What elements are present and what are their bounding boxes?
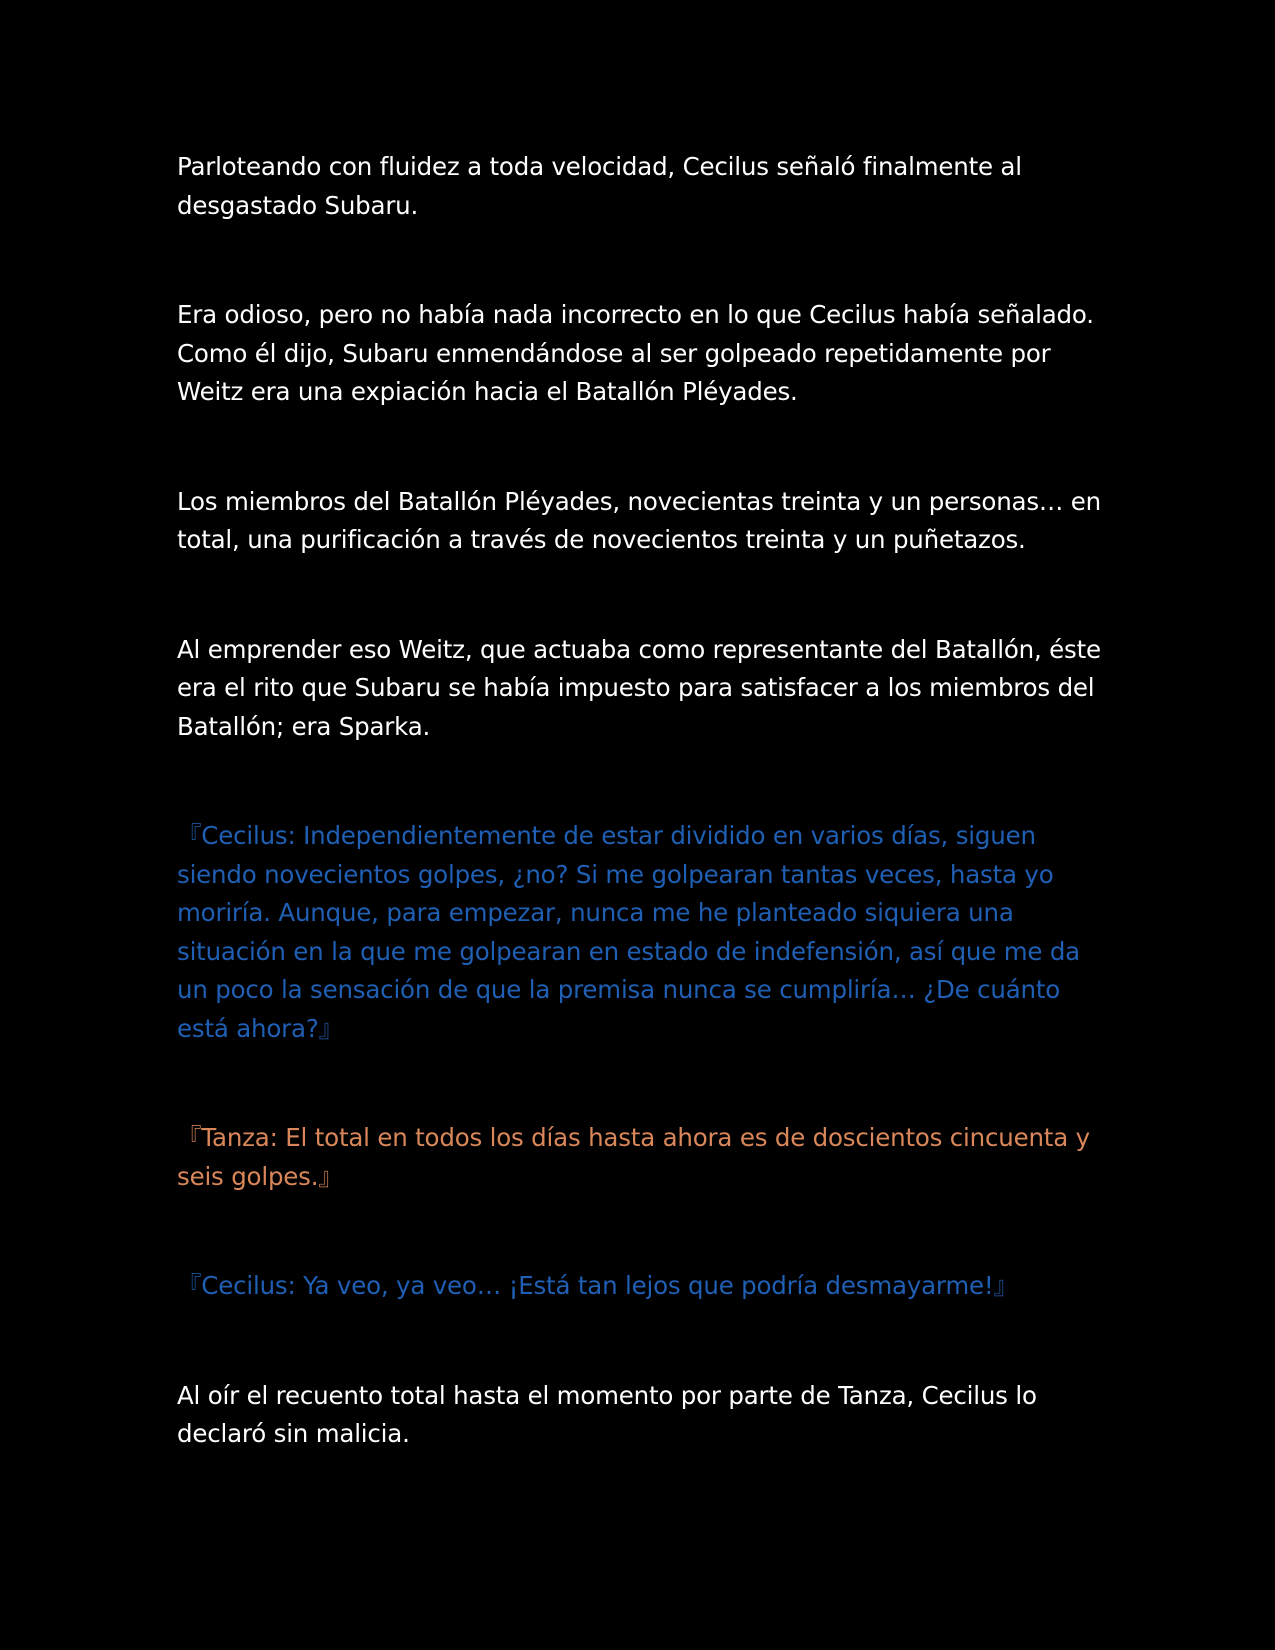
document-body	[177, 148, 1107, 1525]
paragraph-narration-4: Al emprender eso Weitz, que actuaba como representante del Batallón, éste era el rito que Subaru se había impuesto para satisfacer a los miembros del Batallón; era Sparka.	[177, 634, 1101, 741]
paragraph-narration-5: Al oír el recuento total hasta el momento por parte de Tanza, Cecilus lo declaró sin malicia.	[177, 1380, 1037, 1448]
dialogue-tanza-1: 『Tanza: El total en todos los días hasta ahora es de doscientos cincuenta y seis golpes.』	[177, 1123, 1090, 1191]
paragraph-narration-2: Era odioso, pero no había nada incorrecto en lo que Cecilus había señalado. Como él dijo, Subaru enmendándose al ser golpeado repetidamente por Weitz era una expiación hacia el Batallón Pléyades.	[177, 300, 1094, 406]
dialogue-cecilus-1: 『Cecilus: Independientemente de estar dividido en varios días, siguen siendo novecientos golpes, ¿no? Si me golpearan tantas veces, hasta yo moriría. Aunque, para empezar, nunca me he planteado siquiera una situación en la que me golpearan en estado de indefensión, así que me da un poco la sensación de que la premisa nunca se cumpliría… ¿De cuánto está ahora?』	[177, 821, 1080, 1043]
dialogue-cecilus-2: 『Cecilus: Ya veo, ya veo… ¡Está tan lejos que podría desmayarme!』	[177, 1271, 1018, 1300]
paragraph-narration-3: Los miembros del Batallón Pléyades, novecientas treinta y un personas… en total, una purificación a través de novecientos treinta y un puñetazos.	[177, 486, 1101, 554]
paragraph-narration-1: Parloteando con fluidez a toda velocidad, Cecilus señaló finalmente al desgastado Subaru.	[177, 152, 1022, 220]
